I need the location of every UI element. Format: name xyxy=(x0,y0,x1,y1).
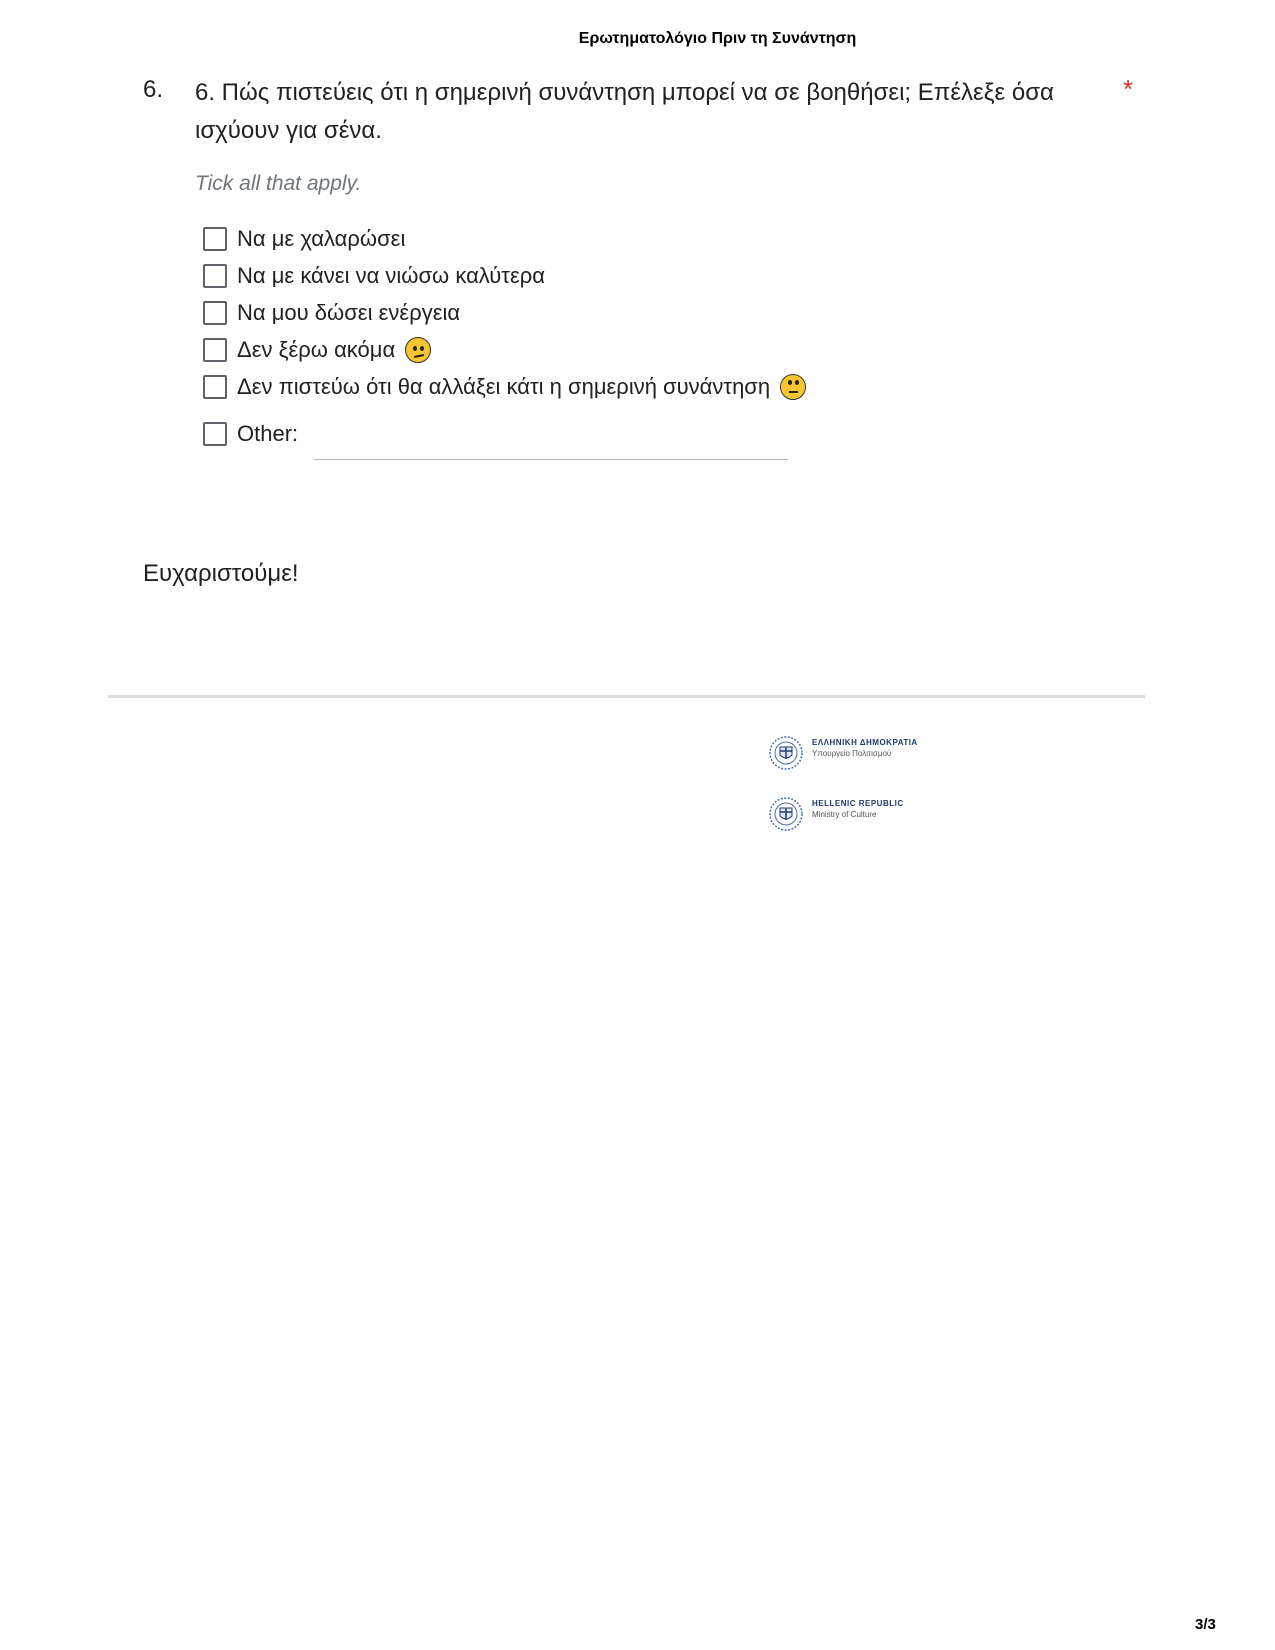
logo-line1: ΕΛΛΗΝΙΚΗ ΔΗΜΟΚΡΑΤΙΑ xyxy=(812,738,918,747)
option-dont-know[interactable] xyxy=(203,331,806,368)
confused-face-emoji-icon xyxy=(405,337,431,363)
option-feel-better[interactable] xyxy=(203,257,806,294)
option-relax[interactable] xyxy=(203,220,806,257)
logo-line1: HELLENIC REPUBLIC xyxy=(812,799,904,808)
option-label: Δεν ξέρω ακόμα xyxy=(237,336,396,362)
question-text: 6. Πώς πιστεύεις ότι η σημερινή συνάντηση μπορεί να σε βοηθήσει; Επέλεξε όσα ισχύουν για σένα. xyxy=(195,79,1054,144)
option-label: Δεν πιστεύω ότι θα αλλάξει κάτι η σημερινή συνάντηση xyxy=(237,373,771,399)
option-energy[interactable] xyxy=(203,294,806,331)
checkbox-group xyxy=(203,220,806,453)
option-other-label: Other: xyxy=(237,421,299,446)
logo-hellenic-republic-en xyxy=(768,796,904,832)
required-marker: * xyxy=(1123,74,1134,104)
logo-line2: Ministry of Culture xyxy=(812,810,877,819)
checkbox[interactable] xyxy=(203,338,227,362)
checkbox[interactable] xyxy=(203,264,227,288)
question-hint: Tick all that apply. xyxy=(195,172,362,195)
logo-hellenic-republic-gr xyxy=(768,735,918,771)
checkbox[interactable] xyxy=(203,422,227,446)
other-text-input[interactable] xyxy=(314,427,788,460)
eye-roll-face-emoji-icon xyxy=(780,374,806,400)
page-number: 3/3 xyxy=(1195,1616,1216,1633)
checkbox[interactable] xyxy=(203,301,227,325)
logo-line2: Υπουργείο Πολιτισμού xyxy=(812,749,892,758)
thank-you-text: Ευχαριστούμε! xyxy=(143,560,299,587)
document-header-title: Ερωτηματολόγιο Πριν τη Συνάντηση xyxy=(578,30,857,47)
greek-seal-icon xyxy=(768,735,804,771)
footer-divider xyxy=(108,695,1145,698)
question-number: 6. xyxy=(143,76,164,103)
option-label: Να με κάνει να νιώσω καλύτερα xyxy=(237,262,546,288)
option-no-change[interactable] xyxy=(203,368,806,405)
option-label: Να με χαλαρώσει xyxy=(237,225,406,251)
checkbox[interactable] xyxy=(203,375,227,399)
option-label: Να μου δώσει ενέργεια xyxy=(237,299,461,325)
greek-seal-icon xyxy=(768,796,804,832)
checkbox[interactable] xyxy=(203,227,227,251)
option-other[interactable] xyxy=(203,415,806,453)
